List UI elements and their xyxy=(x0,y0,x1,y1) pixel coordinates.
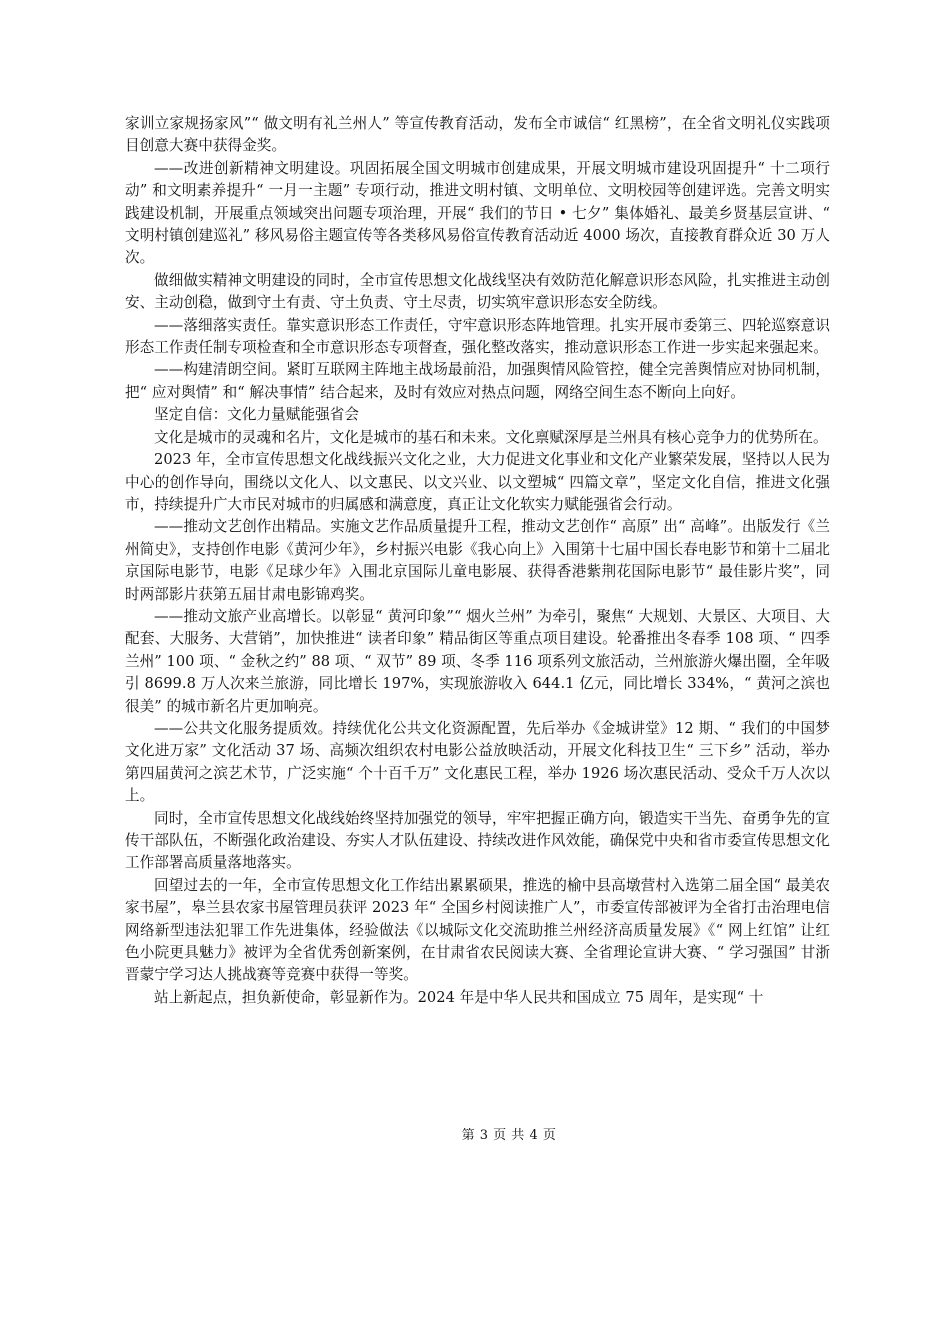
paragraph: 回望过去的一年，全市宣传思想文化工作结出累累硕果，推选的榆中县高墩营村入选第二届全国“ 最美农家书屋”，皋兰县农家书屋管理员获评 2023 年“ 全国乡村阅读推广人”，市委宣传部被评为全省打击治理电信网络新型违法犯罪工作先进集体，经验做法《以城际文化交流助推兰州经济高质量发展》《“ 网上红馆” 让红色小院更具魅力》被评为全省优秀创新案例，在甘肃省农民阅读大赛、全省理论宣讲大赛、“ 学习强国” 甘浙晋蒙宁学习达人挑战赛等竞赛中获得一等奖。 xyxy=(125,876,830,984)
paragraph: 2023 年，全市宣传思想文化战线振兴文化之业，大力促进文化事业和文化产业繁荣发展，坚持以人民为中心的创作导向，围绕以文化人、以文惠民、以文兴业、以文塑城“ 四篇文章”，坚定文化自信，推进文化强市，持续提升广大市民对城市的归属感和满意度，真正让文化软实力赋能强省会行动。 xyxy=(125,451,830,513)
paragraph: ——改进创新精神文明建设。巩固拓展全国文明城市创建成果，开展文明城市建设巩固提升“ 十二项行动” 和文明素养提升“ 一月一主题” 专项行动，推进文明村镇、文明单位、文明校园等创建评选。完善文明实践建设机制，开展重点领域突出问题专项治理，开展“ 我们的节日 • 七夕” 集体婚礼、最美乡贤基层宣讲、“ 文明村镇创建巡礼” 移风易俗主题宣传等各类移风易俗宣传教育活动近 4000 场次，直接教育群众近 30 万人次。 xyxy=(125,159,830,267)
paragraph: 做细做实精神文明建设的同时，全市宣传思想文化战线坚决有效防范化解意识形态风险，扎实推进主动创安、主动创稳，做到守土有责、守土负责、守土尽责，切实筑牢意识形态安全防线。 xyxy=(125,271,830,312)
paragraph: ——公共文化服务提质效。持续优化公共文化资源配置，先后举办《金城讲堂》12 期、“ 我们的中国梦 文化进万家” 文化活动 37 场、高频次组织农村电影公益放映活动，开展文化科技卫生“ 三下乡” 活动，举办第四届黄河之滨艺术节，广泛实施“ 个十百千万” 文化惠民工程，举办 1926 场次惠民活动、受众千万人次以上。 xyxy=(125,719,830,805)
paragraph: 文化是城市的灵魂和名片，文化是城市的基石和未来。文化禀赋深厚是兰州具有核心竞争力的优势所在。 xyxy=(154,428,828,446)
paragraph: ——落细落实责任。靠实意识形态工作责任，守牢意识形态阵地管理。扎实开展市委第三、四轮巡察意识形态工作责任制专项检查和全市意识形态专项督查，强化整改落实，推动意识形态工作进一步实起来强起来。 xyxy=(125,316,830,357)
page-number-footer: 第 3 页 共 4 页 xyxy=(461,1128,557,1143)
section-heading: 坚定自信：文化力量赋能强省会 xyxy=(154,406,360,424)
paragraph: 同时，全市宣传思想文化战线始终坚持加强党的领导，牢牢把握正确方向，锻造实干当先、奋勇争先的宣传干部队伍，不断强化政治建设、夯实人才队伍建设、持续改进作风效能，确保党中央和省市委宣传思想文化工作部署高质量落地落实。 xyxy=(125,809,830,872)
paragraph: 家训立家规扬家风”“ 做文明有礼兰州人” 等宣传教育活动，发布全市诚信“ 红黑榜”，在全省文明礼仪实践项目创意大赛中获得金奖。 xyxy=(125,115,830,155)
paragraph: ——构建清朗空间。紧盯互联网主阵地主战场最前沿，加强舆情风险管控，健全完善舆情应对协同机制，把“ 应对舆情” 和“ 解决事情” 结合起来，及时有效应对热点问题，网络空间生态不断向上向好。 xyxy=(125,361,830,401)
paragraph: ——推动文艺创作出精品。实施文艺作品质量提升工程，推动文艺创作“ 高原” 出“ 高峰”。出版发行《兰州简史》，支持创作电影《黄河少年》，乡村振兴电影《我心向上》入围第十七届中国长春电影节和第十二届北京国际电影节，电影《足球少年》入围北京国际儿童电影展、获得香港紫荆花国际电影节“ 最佳影片奖”，同时两部影片获第五届甘肃电影锦鸡奖。 xyxy=(125,518,830,603)
paragraph: 站上新起点，担负新使命，彰显新作为。2024 年是中华人民共和国成立 75 周年，是实现“ 十 xyxy=(154,988,764,1006)
paragraph: ——推动文旅产业高增长。以彰显“ 黄河印象”“ 烟火兰州” 为牵引，聚焦“ 大规划、大景区、大项目、大配套、大服务、大营销”，加快推进“ 读者印象” 精品街区等重点项目建设。轮番推出冬春季 108 项、“ 四季兰州” 100 项、“ 金秋之约” 88 项、“ 双节” 89 项、冬季 116 项系列文旅活动，兰州旅游火爆出圈，全年吸引 8699.8 万人次来兰旅游，同比增长 197%，实现旅游收入 644.1 亿元，同比增长 334%，“ 黄河之滨也很美” 的城市新名片更加响亮。 xyxy=(125,607,830,715)
document-body xyxy=(125,113,830,1009)
